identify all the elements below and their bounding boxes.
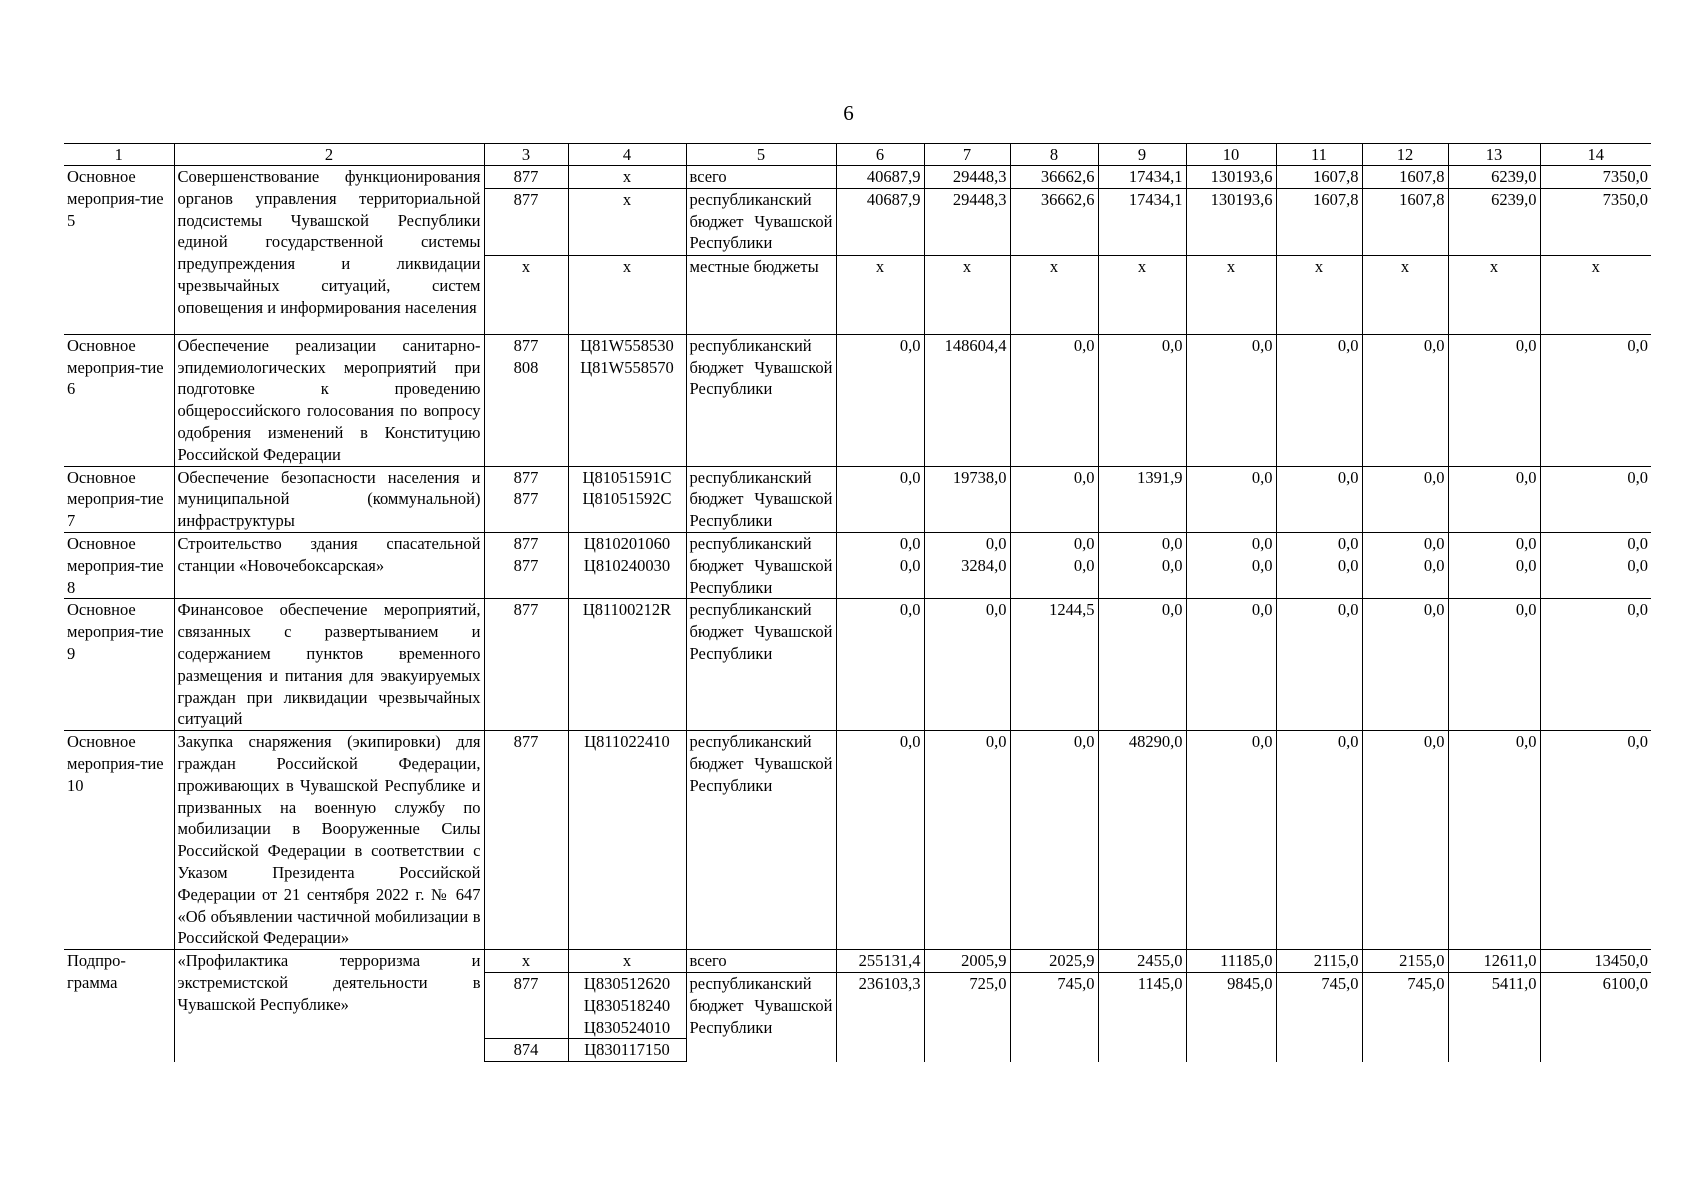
value-cell: 40687,9 xyxy=(836,166,924,189)
column-header: 1 xyxy=(64,144,174,166)
value-cell: Ц81051591С Ц81051592С xyxy=(568,466,686,532)
budget-table xyxy=(64,143,1651,1062)
value-cell: республиканский бюджет Чувашской Республики xyxy=(686,532,836,598)
value-cell: 12611,0 xyxy=(1448,950,1540,973)
value-cell: 0,0 0,0 xyxy=(836,532,924,598)
value-cell: 0,0 xyxy=(836,599,924,731)
value-cell: 0,0 xyxy=(1362,599,1448,731)
value-cell: 877 877 xyxy=(484,532,568,598)
value-cell: х xyxy=(568,255,686,334)
value-cell: 0,0 xyxy=(1010,466,1098,532)
value-cell: 0,0 xyxy=(1098,334,1186,466)
value-cell: 2155,0 xyxy=(1362,950,1448,973)
value-cell: 0,0 xyxy=(1276,731,1362,950)
header-row xyxy=(64,144,1651,166)
value-cell: 0,0 xyxy=(1186,599,1276,731)
value-cell: 0,0 xyxy=(924,731,1010,950)
value-cell: 17434,1 xyxy=(1098,166,1186,189)
value-cell: 0,0 xyxy=(1540,731,1651,950)
row-description: Строительство здания спасательной станции «Новочебоксарская» xyxy=(174,532,484,598)
value-cell: 0,0 0,0 xyxy=(1448,532,1540,598)
value-cell: 877 877 xyxy=(484,466,568,532)
value-cell: 745,0 xyxy=(1362,972,1448,1061)
value-cell: 877 xyxy=(484,731,568,950)
value-cell: 148604,4 xyxy=(924,334,1010,466)
value-cell: 6239,0 xyxy=(1448,188,1540,255)
value-cell: 0,0 0,0 xyxy=(1010,532,1098,598)
value-cell: 2115,0 xyxy=(1276,950,1362,973)
value-cell: 0,0 xyxy=(1186,466,1276,532)
value-cell: 0,0 xyxy=(1186,731,1276,950)
value-cell: 0,0 0,0 xyxy=(1362,532,1448,598)
value-cell: 745,0 xyxy=(1010,972,1098,1061)
value-cell: х xyxy=(1098,255,1186,334)
column-header: 8 xyxy=(1010,144,1098,166)
row-description: Финансовое обеспечение мероприятий, связанных с развертыванием и содержанием пунктов временного размещения и питания для эвакуируемых граждан при ликвидации чрезвычайных ситуаций xyxy=(174,599,484,731)
value-cell: 236103,3 xyxy=(836,972,924,1061)
value-cell: 130193,6 xyxy=(1186,188,1276,255)
value-cell: х xyxy=(836,255,924,334)
measure-8-row xyxy=(64,532,1651,598)
value-cell: 5411,0 xyxy=(1448,972,1540,1061)
value-cell: 0,0 xyxy=(924,599,1010,731)
value-cell: 877 808 xyxy=(484,334,568,466)
value-cell: 877 xyxy=(484,972,568,1038)
column-header: 9 xyxy=(1098,144,1186,166)
value-cell: х xyxy=(484,255,568,334)
value-cell: республиканский бюджет Чувашской Республики xyxy=(686,599,836,731)
value-cell: Ц811022410 xyxy=(568,731,686,950)
value-cell: 0,0 xyxy=(836,466,924,532)
row-description: Закупка снаряжения (экипировки) для граждан Российской Федерации, проживающих в Чувашской Республике и призванных на военную службу по мобилизации в Вооруженные Силы Российской Федерации в соответствии с Указом Президента Российской Федерации от 21 сентября 2022 г. № 647 «Об объявлении частичной мобилизации в Российской Федерации» xyxy=(174,731,484,950)
value-cell: 0,0 0,0 xyxy=(1186,532,1276,598)
value-cell: 0,0 xyxy=(1276,599,1362,731)
value-cell: х xyxy=(484,950,568,973)
value-cell: 0,0 xyxy=(836,731,924,950)
value-cell: х xyxy=(568,188,686,255)
value-cell: х xyxy=(568,166,686,189)
value-cell: 29448,3 xyxy=(924,166,1010,189)
subprogram-row xyxy=(64,950,1651,973)
value-cell: 1607,8 xyxy=(1276,166,1362,189)
measure-5-row xyxy=(64,166,1651,189)
value-cell: всего xyxy=(686,166,836,189)
value-cell: республиканский бюджет Чувашской Республики xyxy=(686,466,836,532)
row-label: Основное мероприя-тие 9 xyxy=(64,599,174,731)
row-label: Основное мероприя-тие 10 xyxy=(64,731,174,950)
row-description: «Профилактика терроризма и экстремистской деятельности в Чувашской Республике» xyxy=(174,950,484,1062)
value-cell: республиканский бюджет Чувашской Республики xyxy=(686,188,836,255)
value-cell: Ц810201060 Ц810240030 xyxy=(568,532,686,598)
value-cell: 1244,5 xyxy=(1010,599,1098,731)
value-cell: всего xyxy=(686,950,836,973)
value-cell: 1607,8 xyxy=(1362,188,1448,255)
value-cell: 2455,0 xyxy=(1098,950,1186,973)
value-cell: 0,0 0,0 xyxy=(1276,532,1362,598)
value-cell: 0,0 xyxy=(1276,334,1362,466)
value-cell: 0,0 xyxy=(1540,599,1651,731)
value-cell: 0,0 xyxy=(1540,466,1651,532)
value-cell: 1607,8 xyxy=(1362,166,1448,189)
value-cell: 2005,9 xyxy=(924,950,1010,973)
value-cell: 17434,1 xyxy=(1098,188,1186,255)
value-cell: 0,0 xyxy=(1540,334,1651,466)
value-cell: 877 xyxy=(484,188,568,255)
value-cell: х xyxy=(924,255,1010,334)
value-cell: 1145,0 xyxy=(1098,972,1186,1061)
value-cell: Ц830117150 xyxy=(568,1039,686,1062)
value-cell: 0,0 xyxy=(1448,731,1540,950)
value-cell: 874 xyxy=(484,1039,568,1062)
value-cell: х xyxy=(568,950,686,973)
value-cell: республиканский бюджет Чувашской Республики xyxy=(686,731,836,950)
value-cell: 255131,4 xyxy=(836,950,924,973)
value-cell: 0,0 xyxy=(836,334,924,466)
value-cell: 877 xyxy=(484,166,568,189)
row-description: Обеспечение реализации санитарно-эпидемиологических мероприятий при подготовке к проведению общероссийского голосования по вопросу одобрения изменений в Конституцию Российской Федерации xyxy=(174,334,484,466)
column-header: 13 xyxy=(1448,144,1540,166)
value-cell: 1391,9 xyxy=(1098,466,1186,532)
value-cell: х xyxy=(1540,255,1651,334)
column-header: 6 xyxy=(836,144,924,166)
value-cell: 0,0 xyxy=(1010,334,1098,466)
value-cell: республиканский бюджет Чувашской Республики xyxy=(686,972,836,1061)
value-cell: 36662,6 xyxy=(1010,166,1098,189)
value-cell: 48290,0 xyxy=(1098,731,1186,950)
page-number: 6 xyxy=(843,101,854,125)
value-cell: х xyxy=(1276,255,1362,334)
value-cell: 0,0 3284,0 xyxy=(924,532,1010,598)
value-cell: 7350,0 xyxy=(1540,166,1651,189)
column-header: 7 xyxy=(924,144,1010,166)
value-cell: 877 xyxy=(484,599,568,731)
value-cell: 9845,0 xyxy=(1186,972,1276,1061)
row-label: Основное мероприя-тие 6 xyxy=(64,334,174,466)
row-label: Основное мероприя-тие 7 xyxy=(64,466,174,532)
value-cell: 11185,0 xyxy=(1186,950,1276,973)
value-cell: республиканский бюджет Чувашской Республики xyxy=(686,334,836,466)
row-label: Основное мероприя-тие 8 xyxy=(64,532,174,598)
value-cell: 0,0 xyxy=(1362,334,1448,466)
value-cell: 13450,0 xyxy=(1540,950,1651,973)
column-header: 11 xyxy=(1276,144,1362,166)
value-cell: 0,0 xyxy=(1010,731,1098,950)
column-header: 3 xyxy=(484,144,568,166)
row-description: Совершенствование функционирования органов управления территориальной подсистемы Чувашской Республики единой государственной системы предупреждения и ликвидации чрезвычайных ситуаций, систем оповещения и информирования населения xyxy=(174,166,484,335)
value-cell: х xyxy=(1010,255,1098,334)
row-label: Основное мероприя-тие 5 xyxy=(64,166,174,335)
value-cell: 29448,3 xyxy=(924,188,1010,255)
value-cell: 6100,0 xyxy=(1540,972,1651,1061)
value-cell: 130193,6 xyxy=(1186,166,1276,189)
measure-10-row xyxy=(64,731,1651,950)
measure-6-row xyxy=(64,334,1651,466)
value-cell: 0,0 xyxy=(1098,599,1186,731)
value-cell: 0,0 xyxy=(1276,466,1362,532)
column-header: 10 xyxy=(1186,144,1276,166)
value-cell: х xyxy=(1448,255,1540,334)
value-cell: 0,0 xyxy=(1448,466,1540,532)
value-cell: 6239,0 xyxy=(1448,166,1540,189)
value-cell: 0,0 xyxy=(1186,334,1276,466)
value-cell: местные бюджеты xyxy=(686,255,836,334)
value-cell: 745,0 xyxy=(1276,972,1362,1061)
value-cell: Ц81100212R xyxy=(568,599,686,731)
column-header: 14 xyxy=(1540,144,1651,166)
value-cell: 0,0 0,0 xyxy=(1098,532,1186,598)
value-cell: 40687,9 xyxy=(836,188,924,255)
column-header: 5 xyxy=(686,144,836,166)
measure-7-row xyxy=(64,466,1651,532)
column-header: 12 xyxy=(1362,144,1448,166)
measure-9-row xyxy=(64,599,1651,731)
value-cell: 0,0 0,0 xyxy=(1540,532,1651,598)
value-cell: х xyxy=(1362,255,1448,334)
value-cell: 1607,8 xyxy=(1276,188,1362,255)
value-cell: 0,0 xyxy=(1448,334,1540,466)
value-cell: х xyxy=(1186,255,1276,334)
column-header: 4 xyxy=(568,144,686,166)
value-cell: Ц81W558530 Ц81W558570 xyxy=(568,334,686,466)
value-cell: 36662,6 xyxy=(1010,188,1098,255)
value-cell: 0,0 xyxy=(1448,599,1540,731)
value-cell: 0,0 xyxy=(1362,466,1448,532)
value-cell: 0,0 xyxy=(1362,731,1448,950)
value-cell: 7350,0 xyxy=(1540,188,1651,255)
row-label: Подпро-грамма xyxy=(64,950,174,1062)
value-cell: 2025,9 xyxy=(1010,950,1098,973)
value-cell: 725,0 xyxy=(924,972,1010,1061)
column-header: 2 xyxy=(174,144,484,166)
value-cell: Ц830512620 Ц830518240 Ц830524010 xyxy=(568,972,686,1038)
value-cell: 19738,0 xyxy=(924,466,1010,532)
row-description: Обеспечение безопасности населения и муниципальной (коммунальной) инфраструктуры xyxy=(174,466,484,532)
